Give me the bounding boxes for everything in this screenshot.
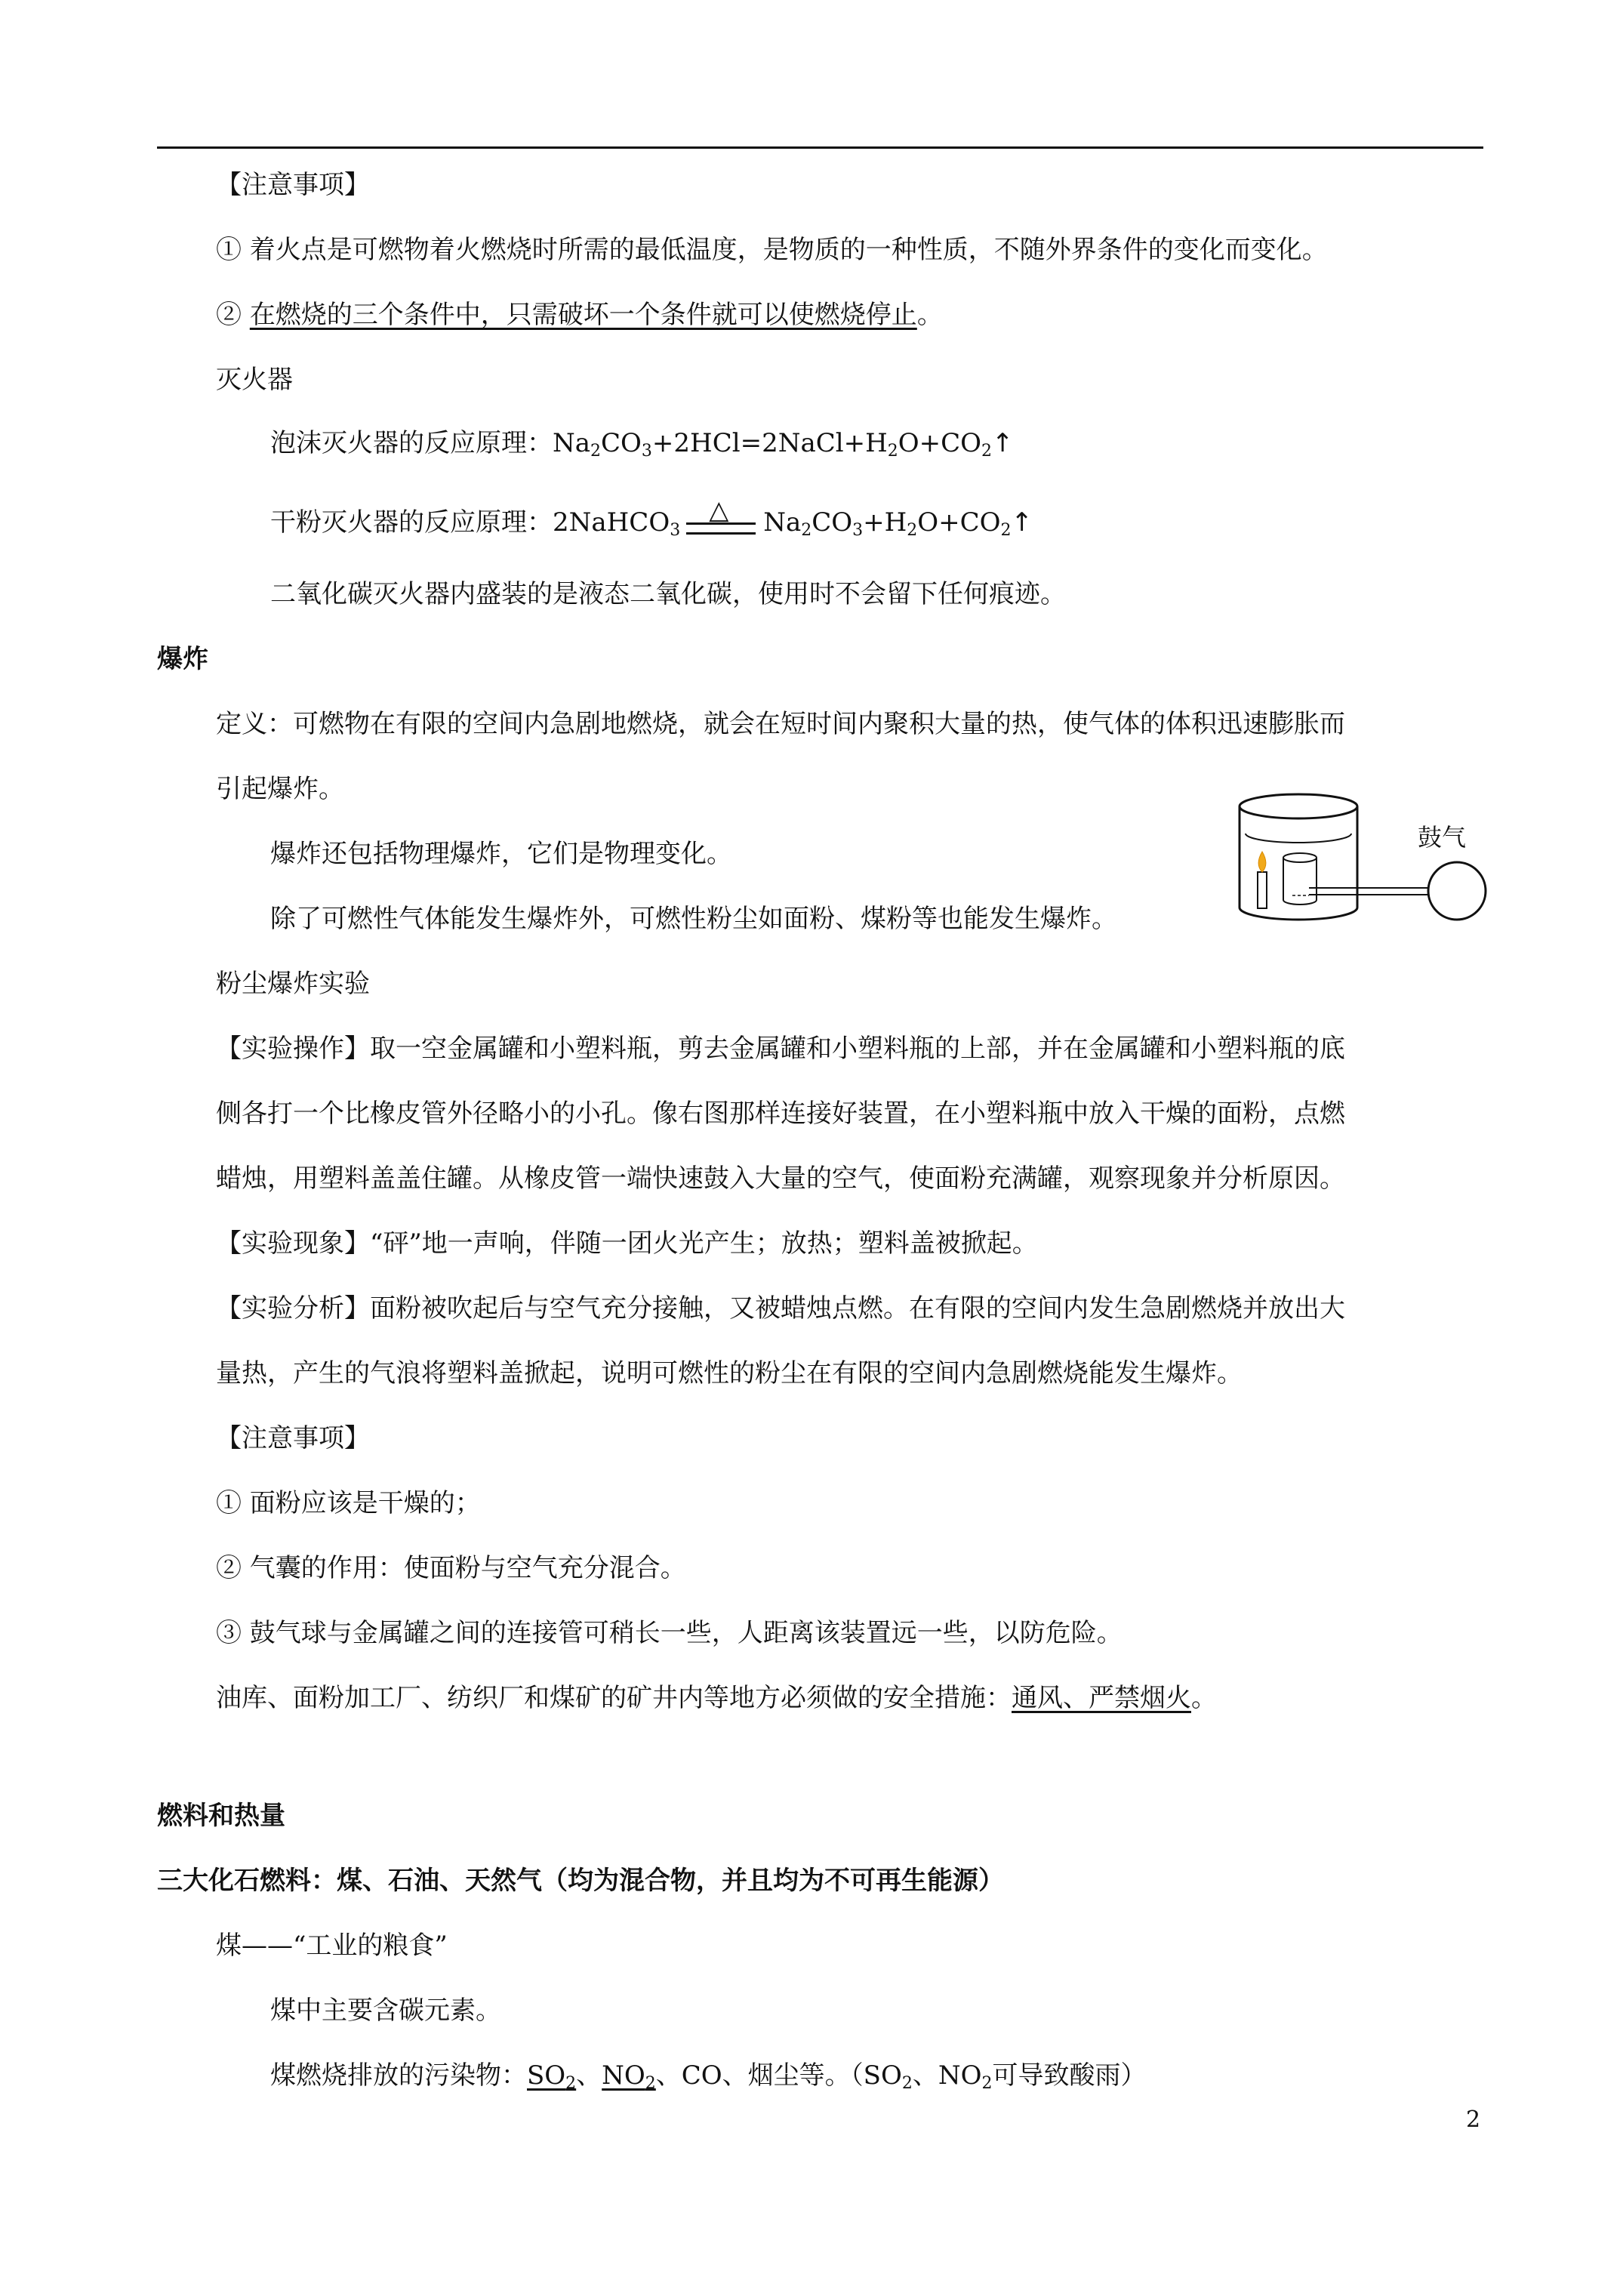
foam-extinguisher-principle: 泡沫灭火器的反应原理：$Na_2CO_3+2HCl=2NaCl+H_2O+CO_2↑$ xyxy=(270,428,1014,461)
note-safety-distance: ③ 鼓气球与金属罐之间的连接管可稍长一些，人距离该装置远一些，以防危险。 xyxy=(216,1618,1123,1648)
underlined-key-point: 在燃烧的三个条件中，只需破坏一个条件就可以使燃烧停止 xyxy=(249,300,917,330)
extinguisher-heading: 灭火器 xyxy=(216,365,293,395)
foam-equation: $Na_2CO_3+2HCl=2NaCl+H_2O+CO_2↑$ xyxy=(553,428,1014,461)
explosion-definition-line-1: 定义：可燃物在有限的空间内急剧地燃烧，就会在短时间内聚积大量的热，使气体的体积迅速膨胀而 xyxy=(216,709,1345,739)
note-three-conditions: ② 在燃烧的三个条件中，只需破坏一个条件就可以使燃烧停止。 xyxy=(216,300,943,330)
notes-heading-2: 【注意事项】 xyxy=(216,1423,370,1453)
dust-explosion-note: 除了可燃性气体能发生爆炸外，可燃性粉尘如面粉、煤粉等也能发生爆炸。 xyxy=(270,904,1117,934)
note-airbag-role: ② 气囊的作用：使面粉与空气充分混合。 xyxy=(216,1553,686,1583)
physical-explosion-note: 爆炸还包括物理爆炸，它们是物理变化。 xyxy=(270,839,732,869)
underlined-safety-measures: 通风、严禁烟火 xyxy=(1012,1683,1191,1713)
co2-extinguisher-note: 二氧化碳灭火器内盛装的是液态二氧化碳，使用时不会留下任何痕迹。 xyxy=(270,579,1066,609)
underlined-so2: $SO_2$ xyxy=(527,2060,577,2093)
gas-up-arrow-icon: ↑ xyxy=(1011,507,1033,538)
experiment-analysis-line-1: 【实验分析】面粉被吹起后与空气充分接触，又被蜡烛点燃。在有限的空间内发生急剧燃烧并放出大 xyxy=(216,1293,1345,1324)
header-rule xyxy=(157,146,1483,149)
note-ignition-point: ① 着火点是可燃物着火燃烧时所需的最低温度，是物质的一种性质，不随外界条件的变化而变化。 xyxy=(216,235,1328,265)
experiment-operation-line-3: 蜡烛，用塑料盖盖住罐。从橡皮管一端快速鼓入大量的空气，使面粉充满罐，观察现象并分析原因。 xyxy=(216,1163,1345,1194)
coal-carbon-note: 煤中主要含碳元素。 xyxy=(270,1996,501,2026)
figure-label-blow-air: 鼓气 xyxy=(1418,823,1467,852)
powder-equation: 2NaHCO$_3$ △ $Na_2CO_3+H_2O+CO_2↑$ xyxy=(553,495,1033,540)
underlined-no2: $NO_2$ xyxy=(602,2060,656,2093)
page-number: 2 xyxy=(1466,2106,1481,2133)
notes-heading-1: 【注意事项】 xyxy=(216,170,370,200)
fossil-fuels-heading: 三大化石燃料：煤、石油、天然气（均为混合物，并且均为不可再生能源） xyxy=(157,1866,1004,1896)
dust-explosion-apparatus-figure xyxy=(1230,785,1487,936)
experiment-operation-line-2: 侧各打一个比橡皮管外径略小的小孔。像右图那样连接好装置，在小塑料瓶中放入干燥的面粉，点燃 xyxy=(216,1099,1345,1129)
explosion-definition-line-2: 引起爆炸。 xyxy=(216,774,344,804)
experiment-heading: 粉尘爆炸实验 xyxy=(216,969,370,999)
safety-measures: 油库、面粉加工厂、纺织厂和煤矿的矿井内等地方必须做的安全措施：通风、严禁烟火。 xyxy=(216,1683,1217,1713)
coal-pollutants: 煤燃烧排放的污染物：$SO_2$、$NO_2$、CO、烟尘等。（$SO_2$、$NO_2$可导致酸雨） xyxy=(270,2060,1147,2093)
note-dry-flour: ① 面粉应该是干燥的； xyxy=(216,1488,481,1518)
experiment-operation-line-1: 【实验操作】取一空金属罐和小塑料瓶，剪去金属罐和小塑料瓶的上部，并在金属罐和小塑料瓶的底 xyxy=(216,1034,1345,1064)
gas-up-arrow-icon: ↑ xyxy=(992,428,1014,458)
experiment-analysis-line-2: 量热，产生的气浪将塑料盖掀起，说明可燃性的粉尘在有限的空间内急剧燃烧能发生爆炸。 xyxy=(216,1358,1243,1388)
coal-heading: 煤——“工业的粮食” xyxy=(216,1931,448,1961)
heating-condition-icon: △ xyxy=(680,506,763,539)
experiment-phenomenon: 【实验现象】“砰”地一声响，伴随一团火光产生；放热；塑料盖被掀起。 xyxy=(216,1228,1038,1259)
powder-extinguisher-principle: 干粉灭火器的反应原理：2NaHCO$_3$ △ $Na_2CO_3+H_2O+CO_2↑$ xyxy=(270,495,1033,540)
fuel-heat-heading: 燃料和热量 xyxy=(157,1801,285,1831)
explosion-heading: 爆炸 xyxy=(157,644,208,674)
